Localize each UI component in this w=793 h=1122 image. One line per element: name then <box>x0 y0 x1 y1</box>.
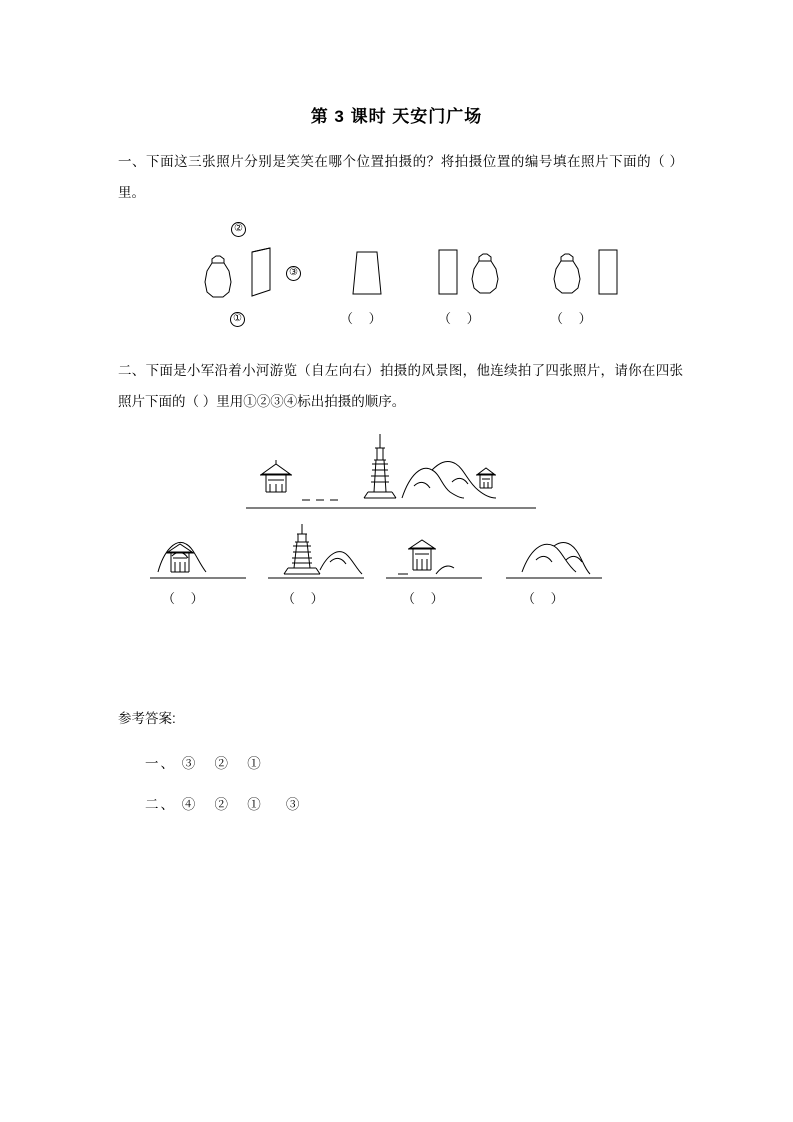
answer-2-item-3: ① <box>247 797 263 812</box>
photo-2-3-image <box>384 522 484 584</box>
page-title: 第 3 课时 天安门广场 <box>310 107 483 126</box>
photo-2-1-image <box>148 522 248 584</box>
photo-2-4-image <box>504 522 604 584</box>
answer-blank-2-3[interactable]: （ ） <box>402 591 450 606</box>
answer-line-1 <box>145 752 263 772</box>
answer-1-item-3: ① <box>247 756 263 771</box>
answer-blank-2-2[interactable]: （ ） <box>282 591 330 606</box>
photo-3-image <box>547 246 631 300</box>
photo-1-image <box>345 248 389 298</box>
answer-1-item-1: ③ <box>181 756 198 771</box>
answer-blank-1-1[interactable]: （ ） <box>340 311 388 326</box>
answer-blank-1-3[interactable]: （ ） <box>550 311 598 326</box>
answers-label: 参考答案: <box>118 711 176 726</box>
panorama-scene <box>246 430 536 515</box>
photo-2-2-image <box>266 522 366 584</box>
answer-blank-2-1[interactable]: （ ） <box>162 591 210 606</box>
answer-2-item-1: ④ <box>181 797 198 812</box>
photo-2-image <box>433 246 517 300</box>
question-2-text: 二、下面是小军沿着小河游览（自左向右）拍摄的风景图，他连续拍了四张照片，请你在四张照片下面的（ ）里用①②③④标出拍摄的顺序。 <box>118 363 683 409</box>
figure-vase-and-box <box>118 222 683 337</box>
answer-1-item-2: ② <box>214 756 231 771</box>
answer-blank-2-4[interactable]: （ ） <box>522 591 570 606</box>
scene-vase-box <box>190 242 300 312</box>
position-label-1: ① <box>230 312 245 327</box>
figure-river-landscape <box>118 430 683 615</box>
position-label-2: ② <box>231 222 246 237</box>
answer-2-item-2: ② <box>214 797 231 812</box>
position-label-3: ③ <box>286 266 301 281</box>
answer-line-2-prefix: 二、 <box>145 797 176 812</box>
answer-blank-1-2[interactable]: （ ） <box>438 311 486 326</box>
answer-2-item-4: ③ <box>285 797 302 812</box>
answer-line-2 <box>145 793 301 813</box>
answer-line-1-prefix: 一、 <box>145 756 176 771</box>
question-1-text: 一、下面这三张照片分别是笑笑在哪个位置拍摄的？将拍摄位置的编号填在照片下面的（ ）里。 <box>118 154 683 200</box>
